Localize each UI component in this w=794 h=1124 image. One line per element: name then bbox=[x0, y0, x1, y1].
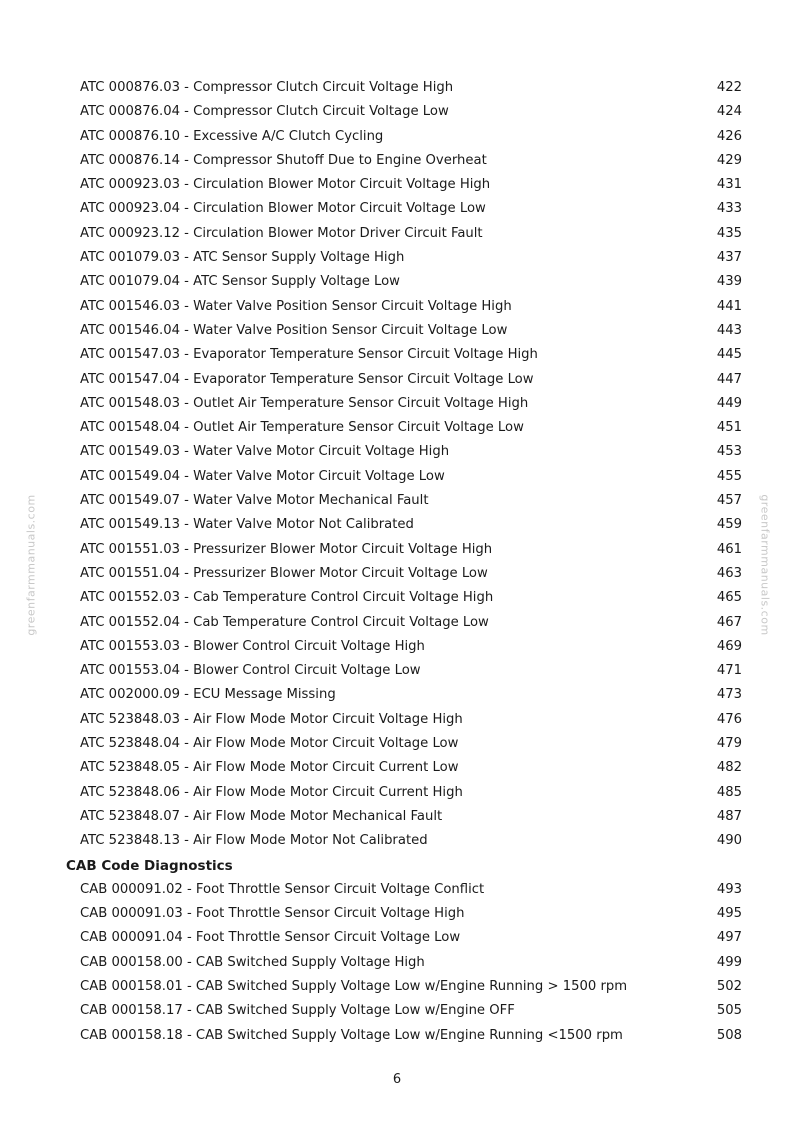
toc-entry-label[interactable]: ATC 001552.03 - Cab Temperature Control Circuit Voltage High bbox=[80, 590, 494, 606]
toc-entry[interactable] bbox=[0, 611, 794, 635]
toc-entry[interactable] bbox=[0, 489, 794, 513]
toc-entry[interactable] bbox=[0, 732, 794, 756]
toc-entry-label[interactable]: ATC 001551.04 - Pressurizer Blower Motor Circuit Voltage Low bbox=[80, 565, 488, 581]
toc-entry[interactable] bbox=[0, 683, 794, 707]
toc-entry-page[interactable]: 476 bbox=[716, 711, 742, 727]
toc-entry-page[interactable]: 439 bbox=[716, 274, 742, 290]
toc-entry[interactable] bbox=[0, 149, 794, 173]
toc-entry-page[interactable]: 463 bbox=[716, 565, 742, 581]
toc-entry[interactable] bbox=[0, 829, 794, 853]
toc-entry[interactable] bbox=[0, 659, 794, 683]
toc-entry-page[interactable]: 433 bbox=[716, 201, 742, 217]
toc-entry[interactable] bbox=[0, 756, 794, 780]
toc-entry[interactable] bbox=[0, 197, 794, 221]
toc-entry-page[interactable]: 449 bbox=[716, 395, 742, 411]
toc-entry-label[interactable]: CAB 000158.18 - CAB Switched Supply Voltage Low w/Engine Running <1500 rpm bbox=[80, 1027, 623, 1043]
toc-entry[interactable] bbox=[0, 951, 794, 975]
toc-entry-label[interactable]: ATC 001552.04 - Cab Temperature Control Circuit Voltage Low bbox=[80, 614, 489, 630]
table-of-contents bbox=[0, 76, 794, 1048]
toc-entry[interactable] bbox=[0, 902, 794, 926]
toc-entry[interactable] bbox=[0, 319, 794, 343]
toc-section-label: CAB Code Diagnostics bbox=[66, 857, 233, 874]
toc-entry-label[interactable]: ATC 001549.13 - Water Valve Motor Not Calibrated bbox=[80, 517, 414, 533]
toc-entry-label[interactable]: ATC 523848.07 - Air Flow Mode Motor Mechanical Fault bbox=[80, 808, 443, 824]
toc-entry-label[interactable]: ATC 001547.03 - Evaporator Temperature Sensor Circuit Voltage High bbox=[80, 347, 538, 363]
toc-entry-page[interactable]: 447 bbox=[716, 371, 742, 387]
toc-entry-label[interactable]: ATC 000876.10 - Excessive A/C Clutch Cycling bbox=[80, 128, 384, 144]
toc-entry-page[interactable]: 429 bbox=[716, 152, 742, 168]
toc-entry[interactable] bbox=[0, 878, 794, 902]
toc-entry[interactable] bbox=[0, 173, 794, 197]
toc-entry-label[interactable]: ATC 000923.03 - Circulation Blower Motor Circuit Voltage High bbox=[80, 177, 491, 193]
toc-entry-page[interactable]: 435 bbox=[716, 225, 742, 241]
watermark-left: greenfarmmanuals.com bbox=[24, 494, 38, 636]
toc-entry-label[interactable]: ATC 001551.03 - Pressurizer Blower Motor Circuit Voltage High bbox=[80, 541, 493, 557]
toc-entry[interactable] bbox=[0, 343, 794, 367]
toc-entry-page[interactable]: 467 bbox=[716, 614, 742, 630]
toc-entry-page[interactable]: 455 bbox=[716, 468, 742, 484]
toc-entry-label[interactable]: ATC 523848.03 - Air Flow Mode Motor Circuit Voltage High bbox=[80, 711, 463, 727]
toc-entry-label[interactable]: ATC 001546.03 - Water Valve Position Sensor Circuit Voltage High bbox=[80, 298, 512, 314]
toc-entry[interactable] bbox=[0, 926, 794, 950]
toc-entry[interactable] bbox=[0, 1024, 794, 1048]
toc-entry-page[interactable]: 499 bbox=[716, 954, 742, 970]
toc-entry-page[interactable]: 422 bbox=[716, 80, 742, 95]
toc-entry-page[interactable]: 502 bbox=[716, 978, 742, 994]
toc-entry-label[interactable]: ATC 000923.12 - Circulation Blower Motor Driver Circuit Fault bbox=[80, 225, 483, 241]
toc-entry-label[interactable]: CAB 000158.00 - CAB Switched Supply Voltage High bbox=[80, 954, 425, 970]
toc-entry-label[interactable]: ATC 001546.04 - Water Valve Position Sensor Circuit Voltage Low bbox=[80, 322, 508, 338]
toc-entry-label[interactable]: ATC 523848.13 - Air Flow Mode Motor Not Calibrated bbox=[80, 833, 428, 849]
toc-entry[interactable] bbox=[0, 440, 794, 464]
toc-entry-page[interactable]: 497 bbox=[716, 930, 742, 946]
toc-entry-page[interactable]: 495 bbox=[716, 906, 742, 922]
toc-entry-label[interactable]: ATC 000876.04 - Compressor Clutch Circuit Voltage Low bbox=[80, 104, 449, 120]
toc-entry-label[interactable]: ATC 523848.04 - Air Flow Mode Motor Circuit Voltage Low bbox=[80, 736, 459, 752]
toc-entry[interactable] bbox=[0, 125, 794, 149]
toc-entry[interactable] bbox=[0, 246, 794, 270]
toc-entry-page[interactable]: 465 bbox=[716, 590, 742, 606]
toc-entry-page[interactable]: 441 bbox=[716, 298, 742, 314]
toc-entry[interactable] bbox=[0, 76, 794, 100]
toc-entry[interactable] bbox=[0, 513, 794, 537]
toc-entry-page[interactable]: 485 bbox=[716, 784, 742, 800]
toc-entry-label[interactable]: CAB 000091.02 - Foot Throttle Sensor Circuit Voltage Conflict bbox=[80, 881, 485, 897]
toc-entry-page[interactable]: 493 bbox=[716, 881, 742, 897]
toc-entry-label[interactable]: CAB 000091.03 - Foot Throttle Sensor Circuit Voltage High bbox=[80, 906, 465, 922]
toc-entry-page[interactable]: 505 bbox=[716, 1003, 742, 1019]
toc-entry-page[interactable]: 490 bbox=[716, 833, 742, 849]
toc-entry-page[interactable]: 508 bbox=[716, 1027, 742, 1043]
toc-entry-page[interactable]: 473 bbox=[716, 687, 742, 703]
toc-entry[interactable] bbox=[0, 295, 794, 319]
toc-entry-page[interactable]: 482 bbox=[716, 760, 742, 776]
toc-entry-label[interactable]: ATC 000876.03 - Compressor Clutch Circuit Voltage High bbox=[80, 80, 454, 95]
toc-entry[interactable] bbox=[0, 781, 794, 805]
toc-entry-page[interactable]: 461 bbox=[716, 541, 742, 557]
toc-entry[interactable] bbox=[0, 538, 794, 562]
toc-entry-label[interactable]: ATC 001548.03 - Outlet Air Temperature Sensor Circuit Voltage High bbox=[80, 395, 529, 411]
toc-entry-label[interactable]: ATC 001549.07 - Water Valve Motor Mechanical Fault bbox=[80, 493, 429, 509]
toc-section-heading bbox=[0, 854, 794, 878]
toc-entry-label[interactable]: ATC 523848.06 - Air Flow Mode Motor Circuit Current High bbox=[80, 784, 463, 800]
toc-entry[interactable] bbox=[0, 270, 794, 294]
toc-entry-page[interactable]: 424 bbox=[716, 104, 742, 120]
toc-entry-label[interactable]: CAB 000091.04 - Foot Throttle Sensor Circuit Voltage Low bbox=[80, 930, 461, 946]
toc-entry-label[interactable]: ATC 001553.03 - Blower Control Circuit Voltage High bbox=[80, 638, 425, 654]
toc-entry[interactable] bbox=[0, 975, 794, 999]
toc-entry-label[interactable]: CAB 000158.17 - CAB Switched Supply Voltage Low w/Engine OFF bbox=[80, 1003, 515, 1019]
toc-entry-label[interactable]: CAB 000158.01 - CAB Switched Supply Voltage Low w/Engine Running > 1500 rpm bbox=[80, 978, 628, 994]
toc-entry-page[interactable]: 431 bbox=[716, 177, 742, 193]
toc-entry-label[interactable]: ATC 000876.14 - Compressor Shutoff Due to Engine Overheat bbox=[80, 152, 487, 168]
toc-entry-page[interactable]: 479 bbox=[716, 736, 742, 752]
toc-entry-label[interactable]: ATC 000923.04 - Circulation Blower Motor Circuit Voltage Low bbox=[80, 201, 486, 217]
toc-entry[interactable] bbox=[0, 416, 794, 440]
toc-entry[interactable] bbox=[0, 562, 794, 586]
toc-entry-page[interactable]: 471 bbox=[716, 663, 742, 679]
toc-entry-label[interactable]: ATC 001549.04 - Water Valve Motor Circuit Voltage Low bbox=[80, 468, 445, 484]
toc-entry-label[interactable]: ATC 001079.04 - ATC Sensor Supply Voltage Low bbox=[80, 274, 400, 290]
toc-entry-page[interactable]: 487 bbox=[716, 808, 742, 824]
toc-entry-page[interactable]: 469 bbox=[716, 638, 742, 654]
toc-entry-label[interactable]: ATC 001548.04 - Outlet Air Temperature Sensor Circuit Voltage Low bbox=[80, 420, 524, 436]
toc-entry[interactable] bbox=[0, 805, 794, 829]
toc-entry[interactable] bbox=[0, 100, 794, 124]
toc-entry[interactable] bbox=[0, 392, 794, 416]
toc-entry-page[interactable]: 457 bbox=[716, 493, 742, 509]
toc-entry[interactable] bbox=[0, 635, 794, 659]
toc-entry-page[interactable]: 453 bbox=[716, 444, 742, 460]
toc-entry-page[interactable]: 451 bbox=[716, 420, 742, 436]
toc-entry-label[interactable]: ATC 001079.03 - ATC Sensor Supply Voltage High bbox=[80, 250, 405, 266]
toc-entry[interactable] bbox=[0, 465, 794, 489]
watermark-right: greenfarmmanuals.com bbox=[758, 494, 772, 636]
toc-entry[interactable] bbox=[0, 222, 794, 246]
toc-entry[interactable] bbox=[0, 708, 794, 732]
toc-entry-page[interactable]: 443 bbox=[716, 322, 742, 338]
toc-entry-page[interactable]: 445 bbox=[716, 347, 742, 363]
toc-entry-label[interactable]: ATC 001547.04 - Evaporator Temperature Sensor Circuit Voltage Low bbox=[80, 371, 534, 387]
toc-entry[interactable] bbox=[0, 368, 794, 392]
toc-entry[interactable] bbox=[0, 999, 794, 1023]
toc-entry-label[interactable]: ATC 002000.09 - ECU Message Missing bbox=[80, 687, 336, 703]
toc-entry-page[interactable]: 437 bbox=[716, 250, 742, 266]
toc-entry-label[interactable]: ATC 001549.03 - Water Valve Motor Circuit Voltage High bbox=[80, 444, 450, 460]
toc-entry-label[interactable]: ATC 001553.04 - Blower Control Circuit Voltage Low bbox=[80, 663, 421, 679]
toc-entry-page[interactable]: 426 bbox=[716, 128, 742, 144]
toc-entry-page[interactable]: 459 bbox=[716, 517, 742, 533]
page-number: 6 bbox=[392, 1072, 402, 1087]
toc-entry-label[interactable]: ATC 523848.05 - Air Flow Mode Motor Circuit Current Low bbox=[80, 760, 459, 776]
toc-entry[interactable] bbox=[0, 586, 794, 610]
